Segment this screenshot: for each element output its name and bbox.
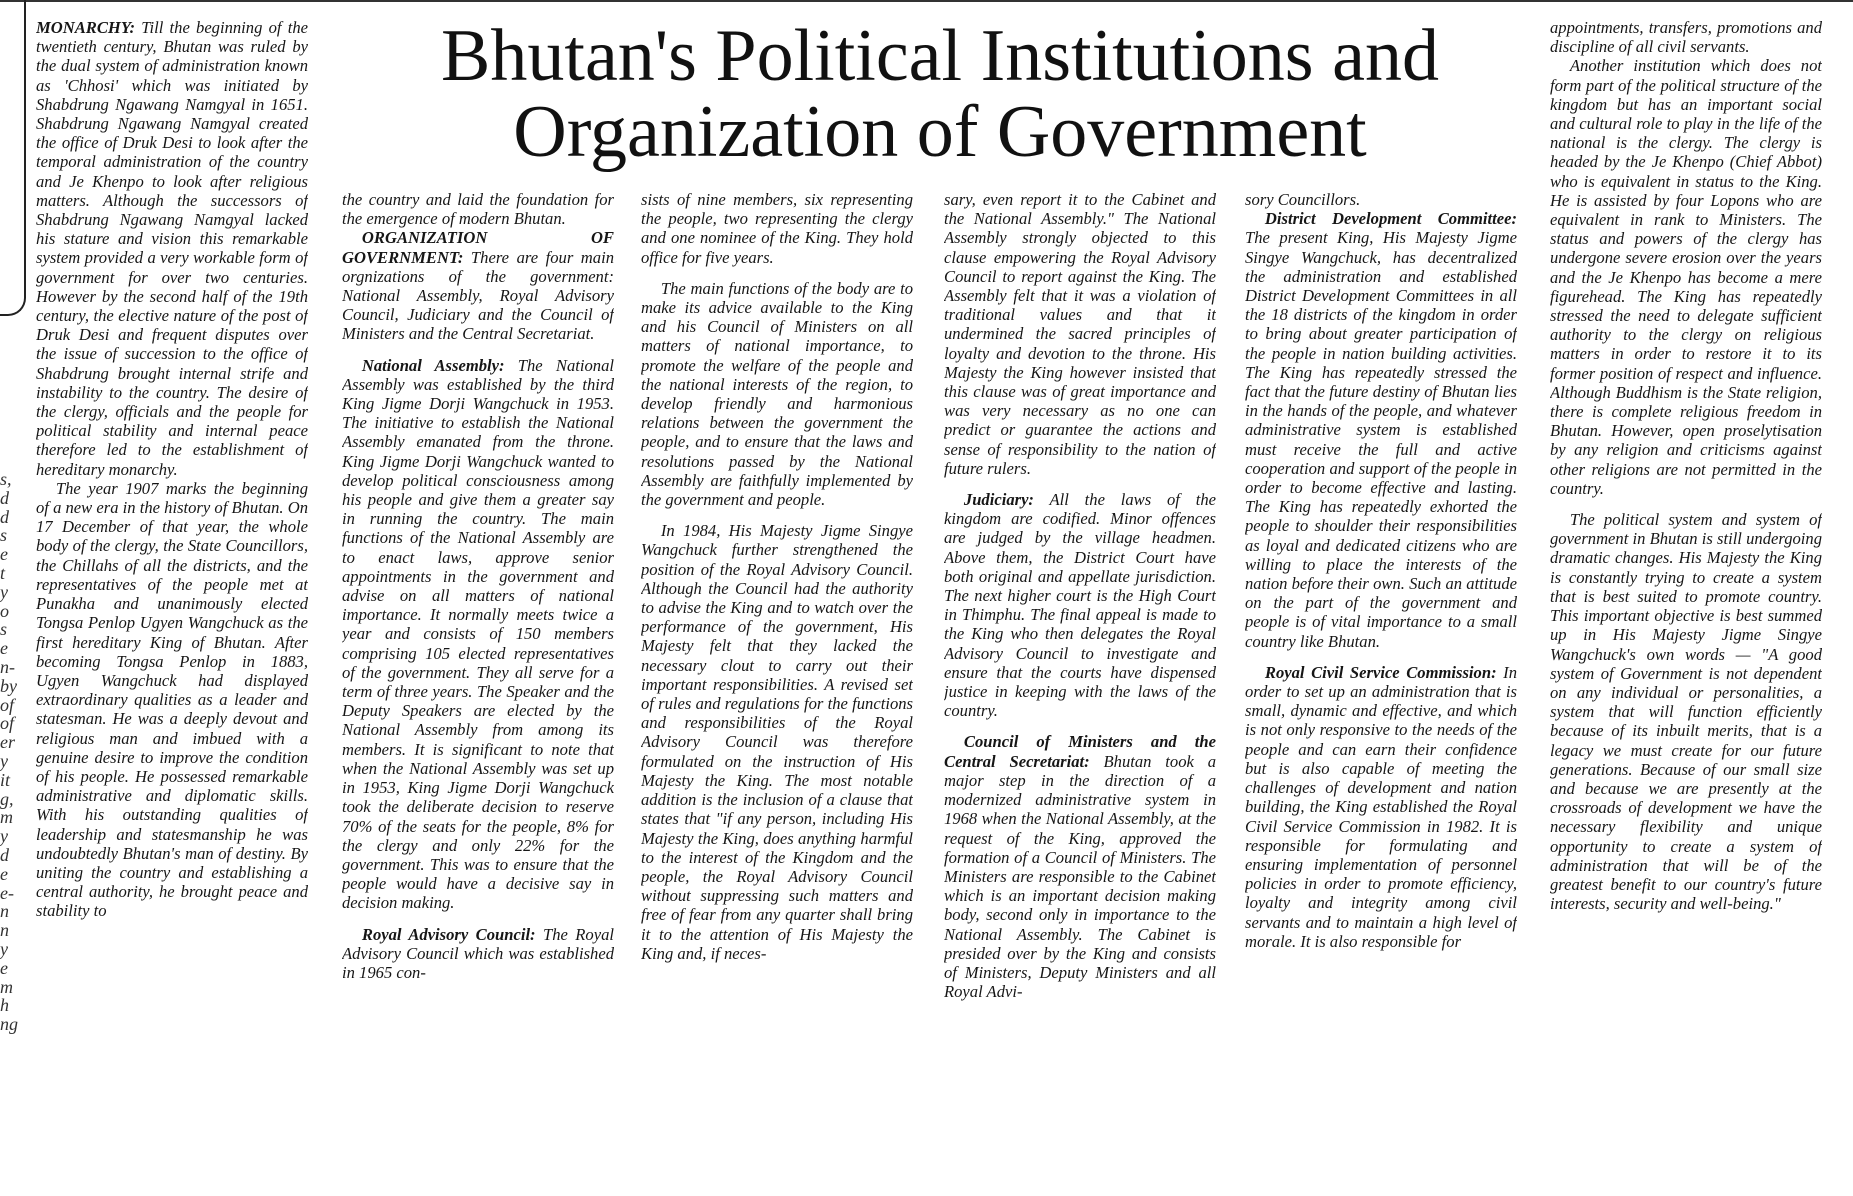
- edge-fragment: e: [0, 638, 8, 659]
- edge-fragment: e-: [0, 882, 14, 903]
- top-rule: [0, 0, 1853, 2]
- edge-fragment: s,: [0, 469, 12, 489]
- section-lead-organization: ORGANIZATION OF GOVERNMENT:: [342, 228, 614, 267]
- edge-fragment: it: [0, 769, 11, 790]
- paragraph-text: There are four main orgnizations of the government: National Assembly, Royal Advisory Council, Judiciary and the Council of Ministers and the Central Secretariat.: [342, 247, 614, 344]
- edge-fragment: of: [0, 713, 15, 734]
- paragraph-monarchy: [36, 18, 308, 479]
- column-2: [342, 190, 614, 1190]
- section-lead-district-development: District Development Committee:: [1264, 209, 1517, 229]
- paragraph-council-of-ministers: [944, 732, 1216, 1001]
- edge-fragment: s: [0, 525, 8, 546]
- paragraph-text: In order to set up an administration that is small, dynamic and effective, and which is not only responsive to the needs of the people and can earn their confidence but is also capable of meeting the challenges of development and nation building, the King established the Royal Civil Service Commission in 1982. It is responsible for formulating and ensuring implementation of personnel policies in order to promote efficiency, loyalty and integrity among civil servants and to maintain a high level of morale. It is also responsible for: [1245, 662, 1517, 951]
- edge-fragment: d: [0, 844, 9, 865]
- edge-fragment: g,: [0, 788, 14, 809]
- headline-line-2: Organization of Government: [513, 91, 1367, 173]
- paragraph-foundation: the country and laid the foundation for the emergence of modern Bhutan.: [342, 190, 614, 229]
- edge-fragment: d: [0, 487, 9, 508]
- edge-fragment: y: [0, 826, 8, 847]
- edge-fragment: e: [0, 544, 8, 565]
- edge-fragment: of: [0, 694, 15, 715]
- paragraph-assembly-objection: sary, even report it to the Cabinet and the National Assembly." The National Assembly strongly objected to this clause empowering the Royal Advisory Council to report against the King. The Assembly felt that it was a violation of traditional values and that it undermined the sacred principles of loyalty and devotion to the throne. His Majesty the King however insisted that this clause was of great importance and was very necessary as no one can predict or guarantee the actions and sense of responsibility to the nation of future rulers.: [944, 190, 1216, 478]
- paragraph-national-assembly: [342, 356, 614, 913]
- column-5: [1245, 190, 1517, 1190]
- paragraph-1907: The year 1907 marks the beginning of a new era in the history of Bhutan. On 17 December of that year, the whole body of the clergy, the State Councillors, the Chillahs of all the districts, and the representatives of the people met at Punakha and unanimously elected Tongsa Penlop Ugyen Wangchuck as the first hereditary King of Bhutan. After becoming Tongsa Penlop in 1883, Ugyen Wangchuck had displayed extraordinary qualities as a leader and statesman. He was a deeply devout and religious man and imbued with a genuine desire to improve the condition of his people. He possessed remarkable administrative and diplomatic skills. With his outstanding qualities of leadership and statesmanship he was undoubtedly Bhutan's man of destiny. By uniting the country and establishing a central authority, he brought peace and stability to: [36, 478, 308, 921]
- article-headline: [340, 15, 1540, 173]
- edge-fragment: h: [0, 995, 9, 1016]
- edge-fragment: m: [0, 807, 13, 828]
- edge-fragment: n: [0, 901, 9, 922]
- edge-fragment: d: [0, 506, 9, 527]
- edge-fragment: s: [0, 619, 8, 640]
- edge-fragment: t: [0, 562, 6, 583]
- edge-fragment: ng: [0, 1014, 18, 1035]
- column-6: [1550, 18, 1822, 1190]
- column-4: [944, 190, 1216, 1190]
- paragraph-text: Bhutan took a major step in the direction of a modernized administrative system in 1968 when the National Assembly, at the request of the King, approved the formation of a Council of Ministers. The Ministers are responsible to the Cabinet which is an important decision making body, second only in importance to the National Assembly. The Cabinet is presided over by the King and consists of Ministers, Deputy Ministers and all Royal Advi-: [944, 751, 1216, 1002]
- paragraph-civil-service: [1245, 663, 1517, 951]
- paragraph-political-system: The political system and system of government in Bhutan is still undergoing dramatic changes. His Majesty the King is constantly trying to create a system that is best suited to promote country. This important objective is best summed up in His Majesty Jigme Singye Wangchuck's own words — "A good system of Government is not dependent on any individual or personalities, a system that will function efficiently because of its inbuilt merits, that is a legacy we must create for our future generations. Because of our small size and because we are presently at the crossroads of development we have the necessary flexibility and unique opportunity to create a system of administration that will be of the greatest benefit to our country's future interests, security and well-being.": [1550, 510, 1822, 914]
- column-3: [641, 190, 913, 1190]
- section-lead-monarchy: MONARCHY:: [36, 18, 135, 37]
- paragraph-council-functions: The main functions of the body are to make its advice available to the King and his Council of Ministers on all matters of national importance, to promote the welfare of the people and the national interests of the region, to develop friendly and harmonious relations between the government the people, and to ensure that the laws and resolutions passed by the National Assembly are faithfully implemented by the government and people.: [641, 278, 913, 510]
- left-bracket-line: [0, 0, 26, 316]
- edge-fragment: er: [0, 732, 15, 753]
- section-lead-council-of-ministers: Council of Ministers and the Central Secretariat:: [944, 732, 1216, 771]
- paragraph-text: The present King, His Majesty Jigme Singye Wangchuck, has decentralized the administration and established District Development Committees in all the 18 districts of the kingdom in order to bring about greater participation of the people in nation building activities. The King has repeatedly stressed the fact that the future destiny of Bhutan lies in the hands of the people, and whatever administrative system is established must receive the full and active cooperation and support of the people in order to become effective and lasting. The King has repeatedly exhorted the people to shoulder their responsibilities as loyal and dedicated citizens who are willing to place the interests of the nation before their own. Such an attitude on the part of the government and people is of vital importance to a small country like Bhutan.: [1245, 228, 1517, 651]
- headline-line-1: Bhutan's Political Institutions and: [441, 15, 1439, 97]
- paragraph-appointments: appointments, transfers, promotions and discipline of all civil servants.: [1550, 18, 1822, 57]
- paragraph-councillors: sory Councillors.: [1245, 190, 1361, 209]
- edge-fragment: y: [0, 750, 8, 771]
- paragraph-clergy: Another institution which does not form part of the political structure of the kingdom but has an important social and cultural role to play in the life of the national is the clergy. The clergy is headed by the Je Khenpo (Chief Abbot) who is equivalent in status to the King. He is assisted by four Lopons who are equivalent in rank to Ministers. The status and powers of the clergy has undergone severe erosion over the years and the Je Khenpo has become a mere figurehead. The King has repeatedly stressed the need to delegate sufficient authority to the clergy on religious matters in order to restore it to its former position of respect and influence. Although Buddhism is the State religion, there is complete religious freedom in Bhutan. However, open proselytisation by any religion and criticisms against other religions are not permitted in the country.: [1550, 56, 1822, 498]
- section-lead-national-assembly: National Assembly:: [361, 355, 505, 375]
- paragraph-1984: In 1984, His Majesty Jigme Singye Wangchuck further strengthened the position of the Royal Advisory Council. Although the Council had the authority to advise the King and to watch over the performance of the government, His Majesty felt that they lacked the necessary clout to carry out their important responsibilities. A revised set of rules and regulations for the functions and responsibilities of the Royal Advisory Council was therefore formulated on the instruction of His Majesty the King. The most notable addition is the inclusion of a clause that states that "if any person, including His Majesty the King, does anything harmful to the interest of the Kingdom and the people, the Royal Advisory Council without suppressing such matters and free of fear from any quarter shall bring it to the attention of His Majesty the King and, if neces-: [641, 521, 913, 963]
- edge-fragment: n: [0, 920, 9, 941]
- paragraph-text: All the laws of the kingdom are codified. Minor offences are judged by the village headmen. Above them, the District Court have both original and appellate jurisdiction. The next higher court is the High Court in Thimphu. The final appeal is made to the King who then delegates the Royal Advisory Council to investigate and ensure that the courts have dispensed justice in keeping with the laws of the country.: [944, 490, 1216, 721]
- edge-fragment: e: [0, 863, 8, 884]
- section-lead-civil-service: Royal Civil Service Commission:: [1264, 662, 1497, 682]
- edge-fragment: n-: [0, 656, 15, 677]
- paragraph-text: The Royal Advisory Council which was established in 1965 con-: [342, 924, 614, 982]
- paragraph-text: The National Assembly was established by the third King Jigme Dorji Wangchuck in 1953. The initiative to establish the National Assembly emanated from the throne. King Jigme Dorji Wangchuck wanted to develop political consciousness among his people and give them a greater say in running the country. The main functions of the National Assembly are to enact laws, approve senior appointments in the government and advise on all matters of national importance. It normally meets twice a year and consists of 150 members comprising 105 elected representatives of the government. They all serve for a term of three years. The Speaker and the Deputy Speakers are elected by the National Assembly from among its members. It is significant to note that when the National Assembly was set up in 1953, King Jigme Dorji Wangchuck took the deliberate decision to reserve 70% of the seats for the people, 8% for the clergy and only 22% for the government. This was to ensure that the people would have a decisive say in decision making.: [342, 355, 614, 913]
- edge-fragment: m: [0, 976, 13, 997]
- section-lead-judiciary: Judiciary:: [963, 490, 1034, 510]
- paragraph-organization: [342, 228, 614, 343]
- edge-fragment: y: [0, 938, 8, 959]
- paragraph-royal-advisory-council: [342, 925, 614, 983]
- section-lead-royal-advisory-council: Royal Advisory Council:: [361, 924, 536, 944]
- left-edge-fragments: [0, 470, 22, 1034]
- edge-fragment: e: [0, 957, 8, 978]
- edge-fragment: by: [0, 675, 17, 696]
- paragraph-text: Till the beginning of the twentieth century, Bhutan was ruled by the dual system of administration known as 'Chhosi' which was initiated by Shabdrung Ngawang Namgyal in 1651. Shabdrung Ngawang Namgyal created the office of Druk Desi to look after the temporal administration of the country and Je Khenpo to look after religious matters. Although the successors of Shabdrung Ngawang Namgyal lacked his stature and vision this remarkable system provided a very workable form of government for over two centuries. However by the second half of the 19th century, the elective nature of the post of Druk Desi and frequent disputes over the issue of succession to the office of Shabdrung brought internal strife and instability to the country. The desire of the clergy, officials and the people for political stability and internal peace therefore led to the establishment of hereditary monarchy.: [36, 18, 308, 479]
- paragraph-council-members: sists of nine members, six representing the people, two representing the clergy and one nominee of the King. They hold office for five years.: [641, 190, 913, 267]
- paragraph-district-development: [1245, 209, 1517, 651]
- edge-fragment: y: [0, 581, 8, 602]
- column-1: [36, 18, 308, 1190]
- paragraph-judiciary: [944, 490, 1216, 720]
- edge-fragment: o: [0, 600, 9, 621]
